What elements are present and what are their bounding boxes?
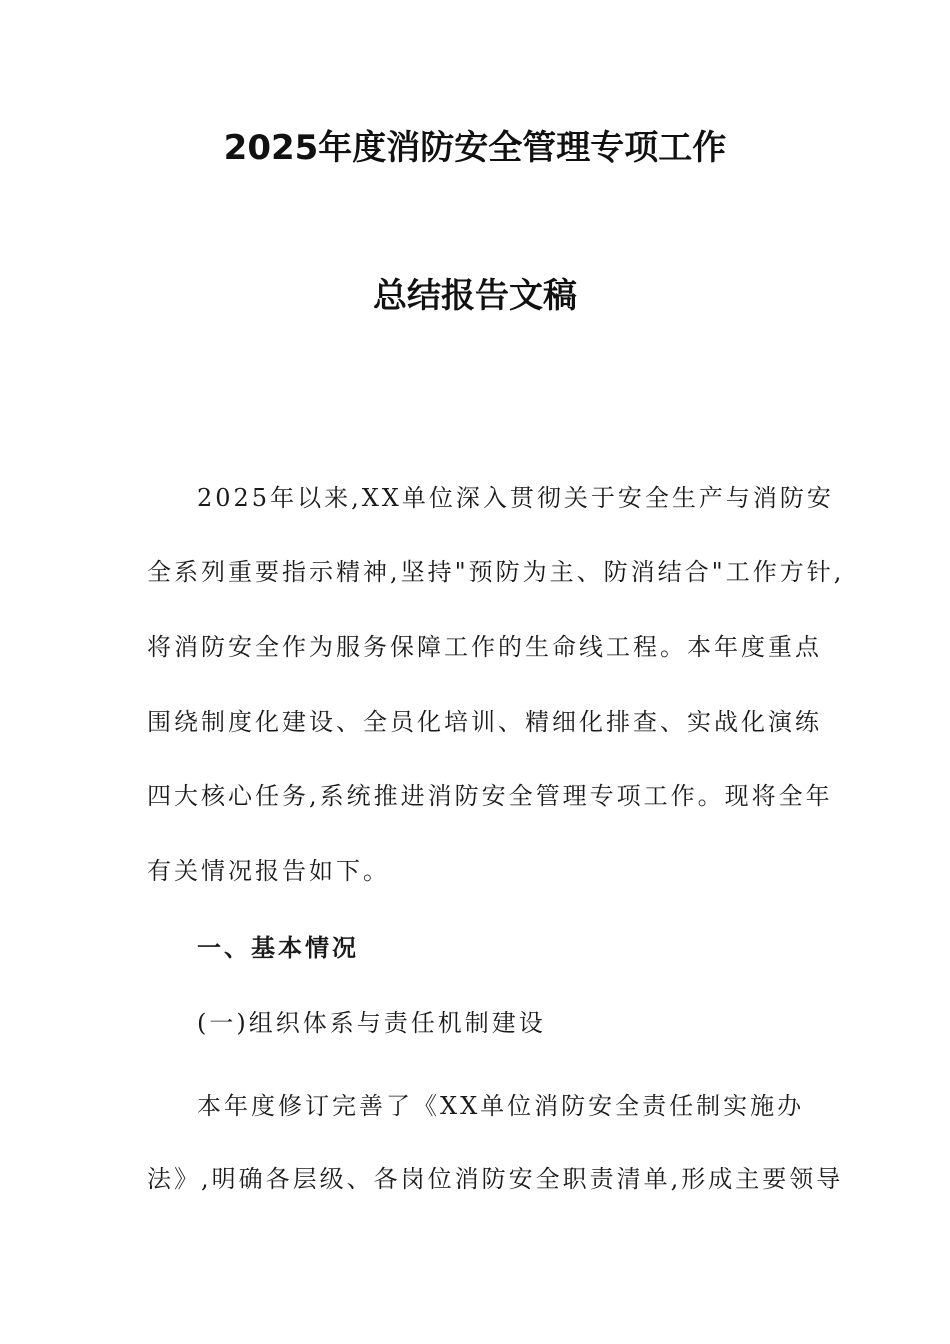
paragraph-1-line-1: 2025年以来,XX单位深入贯彻关于安全生产与消防安 xyxy=(197,484,834,512)
paragraph-1-line-3: 将消防安全作为服务保障工作的生命线工程。本年度重点 xyxy=(147,633,822,661)
paragraph-1-line-6: 有关情况报告如下。 xyxy=(147,857,390,885)
subsection-1-heading: (一)组织体系与责任机制建设 xyxy=(197,1009,546,1037)
paragraph-2-line-1: 本年度修订完善了《XX单位消防安全责任制实施办 xyxy=(197,1092,805,1120)
document-title-line-2: 总结报告文稿 xyxy=(373,276,577,316)
paragraph-2-line-2: 法》,明确各层级、各岗位消防安全职责清单,形成主要领导 xyxy=(147,1165,844,1193)
document-title-line-1: 2025年度消防安全管理专项工作 xyxy=(223,128,727,168)
section-1-heading: 一、基本情况 xyxy=(197,934,359,962)
paragraph-1-line-2: 全系列重要指示精神,坚持"预防为主、防消结合"工作方针, xyxy=(147,558,845,586)
paragraph-1-line-4: 围绕制度化建设、全员化培训、精细化排查、实战化演练 xyxy=(147,708,822,736)
paragraph-1-line-5: 四大核心任务,系统推进消防安全管理专项工作。现将全年 xyxy=(147,782,833,810)
